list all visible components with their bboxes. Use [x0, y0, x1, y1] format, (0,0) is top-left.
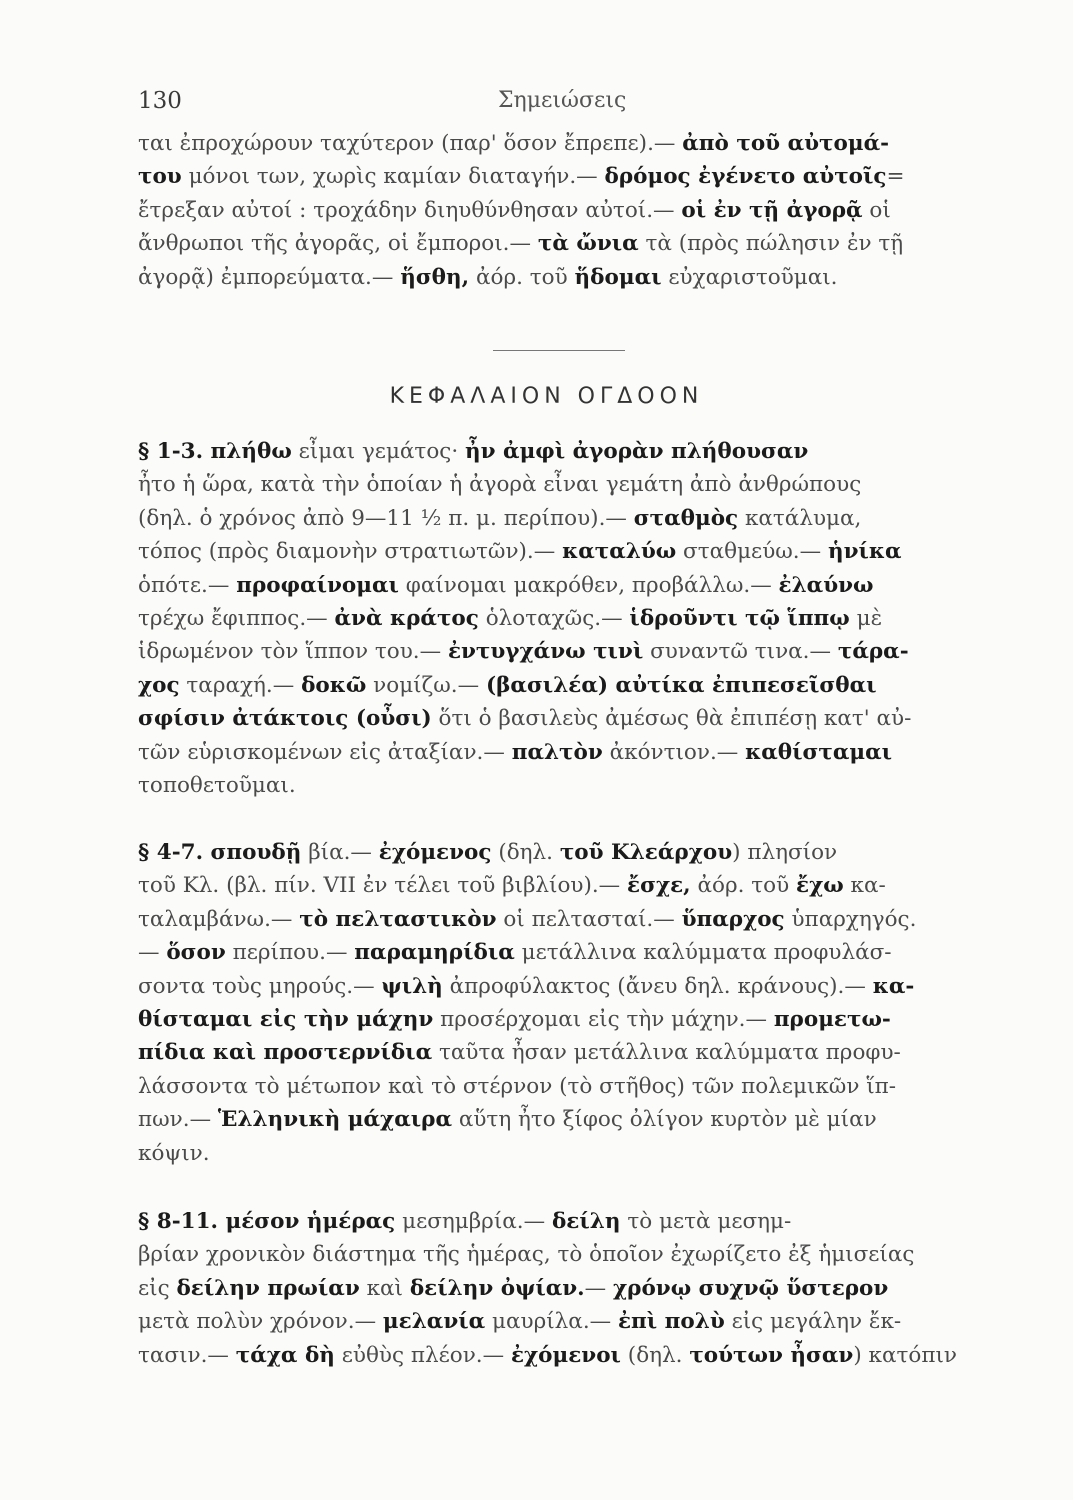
section-1-3 [138, 435, 976, 802]
text-line: τρέχω ἔφιππος.— ἀνὰ κράτος ὁλοταχῶς.— ἱδροῦντι τῷ ἵππῳ μὲ [138, 605, 883, 631]
top-paragraph [138, 127, 976, 294]
text-line: χος ταραχή.— δοκῶ νομίζω.— (βασιλέα) αὐτίκα ἐπιπεσεῖσθαι [138, 672, 877, 698]
text-line: ἀγορᾷ) ἐμπορεύματα.— ἥσθη, ἀόρ. τοῦ ἥδομαι εὐχαριστοῦμαι. [138, 264, 838, 290]
text-line: πων.— Ἑλληνικὴ μάχαιρα αὕτη ἦτο ξίφος ὀλίγον κυρτὸν μὲ μίαν [138, 1107, 877, 1133]
text-line: σοντα τοὺς μηρούς.— ψιλὴ ἀπροφύλακτος (ἄνευ δηλ. κράνους).— κα- [138, 973, 915, 999]
section-divider [493, 350, 625, 351]
text-line: πίδια καὶ προστερνίδια ταῦτα ἦσαν μετάλλινα καλύμματα προφυ- [138, 1040, 901, 1066]
text-line: τοῦ Κλ. (βλ. πίν. VII ἐν τέλει τοῦ βιβλίου).— ἔσχε, ἀόρ. τοῦ ἔχω κα- [138, 873, 886, 899]
text-line: τοποθετοῦμαι. [138, 772, 296, 798]
text-line: § 8-11. μέσον ἡμέρας μεσημβρία.— δείλη τὸ μετὰ μεσημ- [138, 1209, 792, 1234]
text-line: τασιν.— τάχα δὴ εὐθὺς πλέον.— ἐχόμενοι (δηλ. τούτων ἦσαν) κατόπιν [138, 1342, 957, 1368]
text-line: κόψιν. [138, 1140, 210, 1166]
text-line: ταλαμβάνω.— τὸ πελταστικὸν οἱ πελτασταί.— ὕπαρχος ὑπαρχηγός. [138, 906, 917, 932]
section-4-7 [138, 836, 976, 1170]
section-8-11 [138, 1205, 976, 1372]
text-line: ἱδρωμένον τὸν ἵππον του.— ἐντυγχάνω τινὶ συναντῶ τινα.— τάρα- [138, 639, 909, 665]
text-line: § 4-7. σπουδῇ βία.— ἐχόμενος (δηλ. τοῦ Κλεάρχου) πλησίον [138, 840, 838, 865]
text-line: βρίαν χρονικὸν διάστημα τῆς ἡμέρας, τὸ ὁποῖον ἐχωρίζετο ἐξ ἡμισείας [138, 1242, 915, 1268]
page-number: 130 [138, 88, 182, 114]
text-line: § 1-3. πλήθω εἶμαι γεμάτος· ἦν ἀμφὶ ἀγορὰν πλήθουσαν [138, 439, 809, 464]
running-title: Σημειώσεις [498, 88, 627, 113]
text-line: ἄνθρωποι τῆς ἀγορᾶς, οἱ ἔμποροι.— τὰ ὤνια τὰ (πρὸς πώλησιν ἐν τῇ [138, 231, 904, 257]
text-line: (δηλ. ὁ χρόνος ἀπὸ 9—11 ½ π. μ. περίπου).— σταθμὸς κατάλυμα, [138, 505, 862, 531]
text-line: τόπος (πρὸς διαμονὴν στρατιωτῶν).— καταλύω σταθμεύω.— ἡνίκα [138, 539, 902, 565]
text-line: ἦτο ἡ ὥρα, κατὰ τὴν ὁποίαν ἡ ἀγορὰ εἶναι γεμάτη ἀπὸ ἀνθρώπους [138, 472, 862, 498]
text-line: ται ἐπροχώρουν ταχύτερον (παρ' ὅσον ἔπρεπε).— ἀπὸ τοῦ αὐτομά- [138, 131, 890, 156]
text-line: θίσταμαι εἰς τὴν μάχην προσέρχομαι εἰς τὴν μάχην.— προμετω- [138, 1006, 891, 1032]
text-line: — ὅσον περίπου.— παραμηρίδια μετάλλινα καλύμματα προφυλάσ- [138, 940, 892, 966]
page-header [138, 88, 978, 118]
text-line: του μόνοι των, χωρὶς καμίαν διαταγήν.— δρόμος ἐγένετο αὐτοῖς= [138, 164, 905, 190]
text-line: ἔτρεξαν αὐτοί : τροχάδην διηυθύνθησαν αὐτοί.— οἱ ἐν τῇ ἀγορᾷ οἱ [138, 197, 891, 223]
chapter-title: ΚΕΦΑΛΑΙΟΝ ΟΓΔΟΟΝ [389, 384, 704, 409]
text-line: ὁπότε.— προφαίνομαι φαίνομαι μακρόθεν, προβάλλω.— ἐλαύνω [138, 572, 874, 598]
text-line: μετὰ πολὺν χρόνον.— μελανία μαυρίλα.— ἐπὶ πολὺ εἰς μεγάλην ἔκ- [138, 1309, 902, 1335]
text-line: σφίσιν ἀτάκτοις (οὖσι) ὅτι ὁ βασιλεὺς ἀμέσως θὰ ἐπιπέσῃ κατ' αὐ- [138, 706, 912, 732]
text-line: λάσσοντα τὸ μέτωπον καὶ τὸ στέρνον (τὸ στῆθος) τῶν πολεμικῶν ἵπ- [138, 1073, 897, 1099]
text-line: τῶν εὑρισκομένων εἰς ἀταξίαν.— παλτὸν ἀκόντιον.— καθίσταμαι [138, 739, 893, 765]
text-line: εἰς δείλην πρωίαν καὶ δείλην ὀψίαν.— χρόνῳ συχνῷ ὕστερον [138, 1275, 889, 1301]
